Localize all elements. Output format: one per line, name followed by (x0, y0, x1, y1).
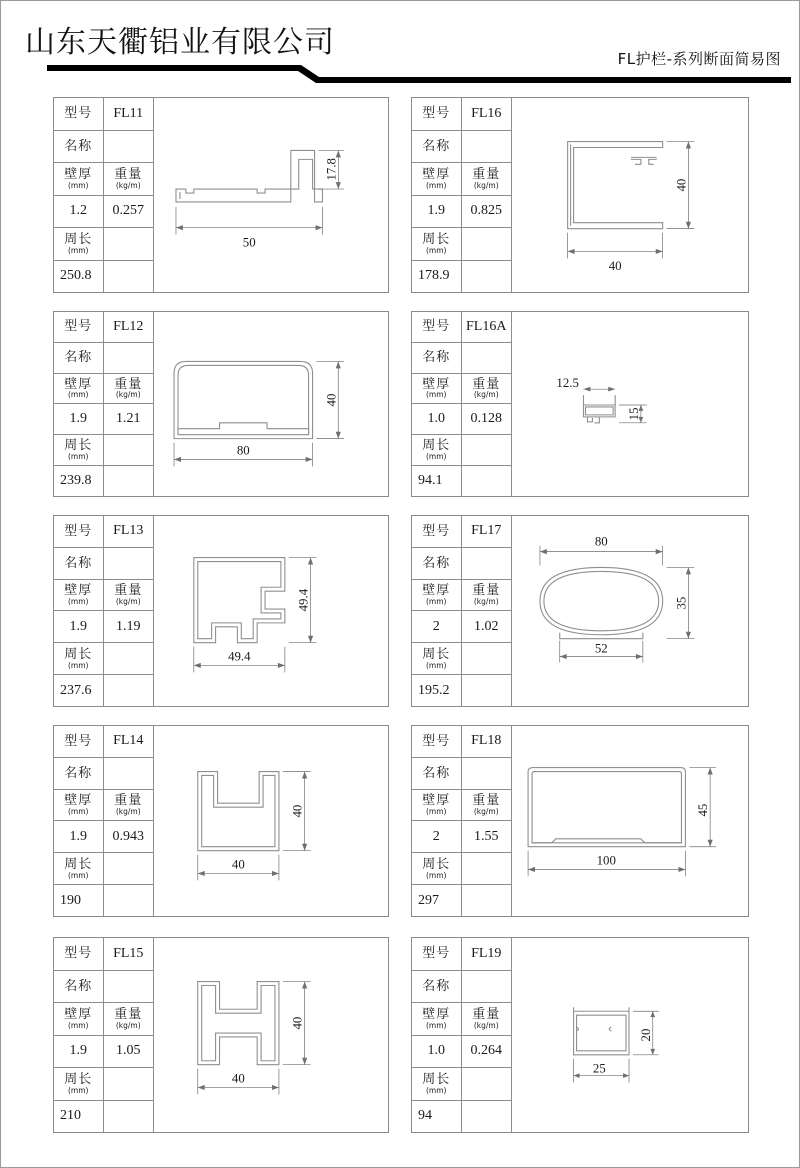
label-weight-unit: (kg/m) (473, 1020, 499, 1030)
value-wall-thickness: 2 (412, 821, 462, 852)
perimeter-value-blank (104, 261, 154, 293)
table-row-perimeter-value (54, 1101, 153, 1133)
value-name (104, 131, 154, 163)
perimeter-header-blank (104, 228, 154, 260)
value-name (462, 131, 512, 163)
table-row-model (54, 726, 153, 758)
value-weight: 1.21 (116, 411, 141, 427)
profile-drawing-fl19 (512, 938, 748, 1132)
label-name: 名称 (54, 758, 104, 789)
table-row-name (412, 758, 511, 790)
label-wall-thickness-unit: (mm) (68, 180, 89, 190)
value-weight: 1.19 (116, 618, 141, 634)
dim-height: 15 (626, 407, 641, 421)
profile-drawing-fl14 (154, 726, 388, 916)
profile-drawing-fl16a (512, 312, 748, 496)
profile-card[interactable] (53, 515, 389, 707)
value-perimeter: 94.1 (412, 466, 462, 496)
label-name: 名称 (54, 343, 104, 373)
perimeter-value-blank (462, 1101, 512, 1133)
table-row-perimeter-header (54, 1068, 153, 1101)
perimeter-header-blank (462, 643, 512, 674)
table-row-values (54, 821, 153, 853)
table-row-model (54, 98, 153, 131)
perimeter-header-blank (462, 228, 512, 260)
perimeter-value-blank (104, 1101, 154, 1133)
value-weight: 0.943 (112, 828, 144, 844)
label-model: 型号 (412, 938, 462, 970)
value-perimeter: 237.6 (54, 675, 104, 706)
value-perimeter: 190 (54, 885, 104, 916)
dim-height: 20 (638, 1028, 653, 1042)
label-perimeter-unit: (mm) (68, 660, 89, 670)
label-weight-unit: (kg/m) (473, 390, 499, 400)
label-wall-thickness-text: 壁厚 (64, 1006, 93, 1022)
label-weight (104, 580, 154, 611)
table-row-values (54, 196, 153, 229)
table-row-perimeter-header (54, 228, 153, 261)
label-weight-unit: (kg/m) (473, 180, 499, 190)
table-row-perimeter-header (54, 853, 153, 885)
label-name: 名称 (412, 343, 462, 373)
label-perimeter-unit: (mm) (426, 870, 447, 880)
perimeter-value-blank (104, 466, 154, 496)
table-row-model (412, 726, 511, 758)
label-name: 名称 (54, 548, 104, 579)
table-row-name (412, 131, 511, 164)
spec-table (54, 726, 154, 916)
dim-width: 80 (594, 534, 608, 549)
table-row-name (54, 758, 153, 790)
value-name (104, 343, 154, 373)
table-row-headers (54, 163, 153, 196)
label-weight (462, 163, 512, 195)
value-weight: 0.825 (470, 203, 502, 219)
table-row-values (54, 611, 153, 643)
value-wall-thickness: 1.9 (54, 1036, 104, 1068)
table-row-name (54, 343, 153, 374)
value-wall-thickness: 1.0 (412, 404, 462, 434)
value-wall-thickness: 1.0 (412, 1036, 462, 1068)
profile-card[interactable] (411, 311, 749, 497)
header-rule-decoration (1, 63, 800, 87)
table-row-perimeter-header (54, 643, 153, 675)
table-row-perimeter-header (412, 1068, 511, 1101)
spec-table (412, 938, 512, 1132)
label-weight (104, 163, 154, 195)
label-wall-thickness-text: 壁厚 (64, 166, 93, 182)
table-row-headers (412, 790, 511, 822)
value-name (104, 548, 154, 579)
value-weight: 0.128 (470, 411, 502, 427)
dim-width: 80 (236, 443, 250, 458)
label-wall-thickness-unit: (mm) (68, 1020, 89, 1030)
value-weight: 1.02 (474, 618, 499, 634)
table-row-headers (412, 374, 511, 405)
table-row-perimeter-value (412, 1101, 511, 1133)
value-wall-thickness: 1.9 (54, 611, 104, 642)
profile-card[interactable] (411, 97, 749, 293)
label-weight-text: 重量 (114, 583, 143, 599)
label-wall-thickness-text: 壁厚 (422, 376, 451, 392)
label-perimeter (412, 1068, 462, 1100)
label-model: 型号 (412, 726, 462, 757)
label-perimeter-text: 周长 (64, 856, 93, 872)
label-perimeter (54, 643, 104, 674)
label-weight-unit: (kg/m) (115, 180, 141, 190)
perimeter-value-blank (462, 675, 512, 706)
table-row-model (412, 938, 511, 971)
spec-table (54, 98, 154, 292)
table-row-values (54, 404, 153, 435)
label-weight-text: 重量 (472, 376, 501, 392)
spec-table (54, 312, 154, 496)
label-perimeter-text: 周长 (64, 646, 93, 662)
label-model: 型号 (412, 98, 462, 130)
value-weight: 1.05 (116, 1043, 141, 1059)
value-model: FL11 (113, 105, 144, 121)
label-wall-thickness (412, 374, 462, 404)
sheet-title: FL护栏-系列断面简易图 (617, 50, 781, 68)
label-weight (104, 1003, 154, 1035)
table-row-perimeter-value (54, 675, 153, 706)
label-perimeter-text: 周长 (64, 1071, 93, 1087)
table-row-values (412, 196, 511, 229)
label-weight-unit: (kg/m) (115, 1020, 141, 1030)
label-wall-thickness (54, 1003, 104, 1035)
dim-width: 12.5 (556, 376, 579, 391)
table-row-model (54, 516, 153, 548)
label-weight (104, 790, 154, 821)
value-perimeter: 210 (54, 1101, 104, 1133)
label-perimeter (412, 435, 462, 465)
value-perimeter: 94 (412, 1101, 462, 1133)
label-perimeter-text: 周长 (422, 231, 451, 247)
label-name: 名称 (412, 131, 462, 163)
table-row-perimeter-value (412, 261, 511, 293)
perimeter-value-blank (462, 466, 512, 496)
profile-card[interactable] (411, 725, 749, 917)
table-row-name (54, 131, 153, 164)
profile-drawing-fl11 (154, 98, 388, 292)
spec-table (412, 726, 512, 916)
table-row-values (412, 611, 511, 643)
label-wall-thickness-text: 壁厚 (422, 166, 451, 182)
label-perimeter (412, 228, 462, 260)
dim-base: 52 (594, 641, 608, 656)
dim-width: 100 (596, 853, 616, 868)
label-perimeter-unit: (mm) (426, 1085, 447, 1095)
table-row-perimeter-header (412, 435, 511, 466)
perimeter-value-blank (104, 885, 154, 916)
label-weight-unit: (kg/m) (473, 806, 499, 816)
label-wall-thickness (412, 790, 462, 821)
value-model: FL18 (471, 733, 502, 749)
spec-table (54, 516, 154, 706)
label-perimeter (54, 435, 104, 465)
label-model: 型号 (54, 726, 104, 757)
label-wall-thickness-unit: (mm) (426, 596, 447, 606)
label-wall-thickness-unit: (mm) (68, 806, 89, 816)
label-wall-thickness (54, 374, 104, 404)
label-perimeter-text: 周长 (422, 646, 451, 662)
profile-drawing-fl12 (154, 312, 388, 496)
value-perimeter: 297 (412, 885, 462, 916)
company-name: 山东天衢铝业有限公司 (25, 25, 335, 60)
label-wall-thickness-text: 壁厚 (64, 376, 93, 392)
value-name (462, 548, 512, 579)
label-wall-thickness (54, 580, 104, 611)
label-wall-thickness-text: 壁厚 (422, 793, 451, 809)
label-perimeter-unit: (mm) (68, 452, 89, 462)
label-weight (104, 374, 154, 404)
label-weight-text: 重量 (472, 793, 501, 809)
label-wall-thickness-text: 壁厚 (64, 793, 93, 809)
label-model: 型号 (54, 312, 104, 342)
label-wall-thickness-text: 壁厚 (422, 1006, 451, 1022)
table-row-perimeter-value (412, 466, 511, 496)
spec-table (412, 516, 512, 706)
perimeter-header-blank (462, 1068, 512, 1100)
table-row-model (412, 312, 511, 343)
spec-table (54, 938, 154, 1132)
perimeter-header-blank (462, 853, 512, 884)
value-model: FL17 (471, 523, 502, 539)
dim-width: 25 (592, 1061, 606, 1076)
label-perimeter (412, 853, 462, 884)
perimeter-header-blank (104, 853, 154, 884)
dim-height: 40 (290, 804, 305, 818)
profile-drawing-fl13 (154, 516, 388, 706)
label-wall-thickness (54, 163, 104, 195)
profile-card[interactable] (411, 937, 749, 1133)
label-weight-text: 重量 (472, 166, 501, 182)
label-name: 名称 (412, 758, 462, 789)
value-name (104, 758, 154, 789)
label-weight-unit: (kg/m) (115, 806, 141, 816)
profile-drawing-fl16 (512, 98, 748, 292)
dim-width: 50 (242, 235, 256, 250)
table-row-values (412, 404, 511, 435)
table-row-name (412, 343, 511, 374)
perimeter-header-blank (104, 435, 154, 465)
label-perimeter (54, 228, 104, 260)
value-name (462, 343, 512, 373)
label-perimeter-unit: (mm) (426, 452, 447, 462)
value-wall-thickness: 2 (412, 611, 462, 642)
value-wall-thickness: 1.2 (54, 196, 104, 228)
label-weight-unit: (kg/m) (115, 596, 141, 606)
dim-width: 49.4 (228, 649, 251, 664)
dim-height: 40 (290, 1016, 305, 1030)
label-wall-thickness-unit: (mm) (426, 1020, 447, 1030)
value-model: FL14 (113, 733, 144, 749)
value-model: FL15 (113, 945, 144, 961)
table-row-perimeter-value (54, 261, 153, 293)
dim-height: 35 (674, 596, 689, 610)
table-row-values (412, 821, 511, 853)
label-weight (462, 374, 512, 404)
dim-height: 49.4 (296, 588, 311, 612)
table-row-headers (412, 163, 511, 196)
perimeter-value-blank (104, 675, 154, 706)
label-perimeter (54, 853, 104, 884)
spec-table (412, 98, 512, 292)
dim-width: 40 (231, 857, 245, 872)
table-row-model (54, 938, 153, 971)
value-name (462, 971, 512, 1003)
label-weight-text: 重量 (114, 376, 143, 392)
label-wall-thickness-unit: (mm) (68, 390, 89, 400)
label-name: 名称 (412, 548, 462, 579)
label-model: 型号 (412, 312, 462, 342)
label-name: 名称 (54, 971, 104, 1003)
label-wall-thickness-text: 壁厚 (64, 583, 93, 599)
label-wall-thickness (412, 1003, 462, 1035)
table-row-values (412, 1036, 511, 1069)
table-row-model (412, 516, 511, 548)
label-weight-text: 重量 (114, 1006, 143, 1022)
label-wall-thickness-unit: (mm) (68, 596, 89, 606)
table-row-headers (412, 580, 511, 612)
label-perimeter-text: 周长 (422, 438, 451, 454)
table-row-values (54, 1036, 153, 1069)
label-weight (462, 580, 512, 611)
label-wall-thickness (412, 163, 462, 195)
profile-drawing-fl15 (154, 938, 388, 1132)
profile-card-grid (1, 87, 800, 1165)
table-row-perimeter-header (54, 435, 153, 466)
profile-drawing-fl17 (512, 516, 748, 706)
dim-height: 40 (324, 393, 339, 407)
value-model: FL16 (471, 105, 502, 121)
table-row-headers (54, 580, 153, 612)
value-wall-thickness: 1.9 (54, 404, 104, 434)
dim-width: 40 (231, 1071, 245, 1086)
table-row-perimeter-value (54, 885, 153, 916)
value-perimeter: 195.2 (412, 675, 462, 706)
profile-card[interactable] (53, 97, 389, 293)
label-wall-thickness (412, 580, 462, 611)
table-row-perimeter-header (412, 228, 511, 261)
label-weight-text: 重量 (114, 793, 143, 809)
label-weight-text: 重量 (472, 583, 501, 599)
table-row-model (412, 98, 511, 131)
value-wall-thickness: 1.9 (54, 821, 104, 852)
label-wall-thickness (54, 790, 104, 821)
dim-height: 40 (674, 178, 689, 192)
label-perimeter-unit: (mm) (68, 1085, 89, 1095)
perimeter-header-blank (104, 1068, 154, 1100)
table-row-perimeter-header (412, 853, 511, 885)
table-row-model (54, 312, 153, 343)
table-row-headers (54, 1003, 153, 1036)
label-weight-unit: (kg/m) (115, 390, 141, 400)
table-row-name (54, 548, 153, 580)
label-weight-text: 重量 (472, 1006, 501, 1022)
perimeter-value-blank (462, 885, 512, 916)
table-row-name (54, 971, 153, 1004)
table-row-perimeter-header (412, 643, 511, 675)
label-perimeter-unit: (mm) (68, 870, 89, 880)
profile-card[interactable] (53, 311, 389, 497)
label-model: 型号 (54, 98, 104, 130)
page-header (1, 1, 799, 87)
label-name: 名称 (412, 971, 462, 1003)
label-perimeter-unit: (mm) (426, 660, 447, 670)
value-model: FL13 (113, 523, 144, 539)
label-model: 型号 (54, 938, 104, 970)
label-weight (462, 790, 512, 821)
value-weight: 1.55 (474, 828, 499, 844)
table-row-headers (54, 374, 153, 405)
value-perimeter: 239.8 (54, 466, 104, 496)
profile-card[interactable] (53, 937, 389, 1133)
profile-drawing-fl18 (512, 726, 748, 916)
label-weight-text: 重量 (114, 166, 143, 182)
value-model: FL16A (466, 318, 507, 334)
label-wall-thickness-unit: (mm) (426, 180, 447, 190)
value-name (104, 971, 154, 1003)
table-row-name (412, 971, 511, 1004)
table-row-name (412, 548, 511, 580)
perimeter-header-blank (462, 435, 512, 465)
table-row-headers (412, 1003, 511, 1036)
spec-table (412, 312, 512, 496)
value-model: FL12 (113, 318, 144, 334)
perimeter-header-blank (104, 643, 154, 674)
label-perimeter-unit: (mm) (426, 245, 447, 255)
label-perimeter-text: 周长 (422, 1071, 451, 1087)
value-weight: 0.257 (112, 203, 144, 219)
label-weight-unit: (kg/m) (473, 596, 499, 606)
label-perimeter-text: 周长 (64, 438, 93, 454)
value-weight: 0.264 (470, 1043, 502, 1059)
table-row-perimeter-value (54, 466, 153, 496)
label-wall-thickness-text: 壁厚 (422, 583, 451, 599)
label-perimeter (54, 1068, 104, 1100)
label-name: 名称 (54, 131, 104, 163)
value-name (462, 758, 512, 789)
value-model: FL19 (471, 945, 502, 961)
label-wall-thickness-unit: (mm) (426, 806, 447, 816)
value-perimeter: 178.9 (412, 261, 462, 293)
table-row-headers (54, 790, 153, 822)
label-model: 型号 (54, 516, 104, 547)
label-wall-thickness-unit: (mm) (426, 390, 447, 400)
label-weight (462, 1003, 512, 1035)
table-row-perimeter-value (412, 675, 511, 706)
label-perimeter-unit: (mm) (68, 245, 89, 255)
dim-width: 40 (608, 259, 622, 274)
profile-card[interactable] (411, 515, 749, 707)
dim-height: 45 (696, 803, 711, 817)
profile-card[interactable] (53, 725, 389, 917)
dim-height: 17.8 (324, 158, 339, 181)
value-wall-thickness: 1.9 (412, 196, 462, 228)
label-perimeter (412, 643, 462, 674)
table-row-perimeter-value (412, 885, 511, 916)
perimeter-value-blank (462, 261, 512, 293)
value-perimeter: 250.8 (54, 261, 104, 293)
label-model: 型号 (412, 516, 462, 547)
label-perimeter-text: 周长 (422, 856, 451, 872)
label-perimeter-text: 周长 (64, 231, 93, 247)
